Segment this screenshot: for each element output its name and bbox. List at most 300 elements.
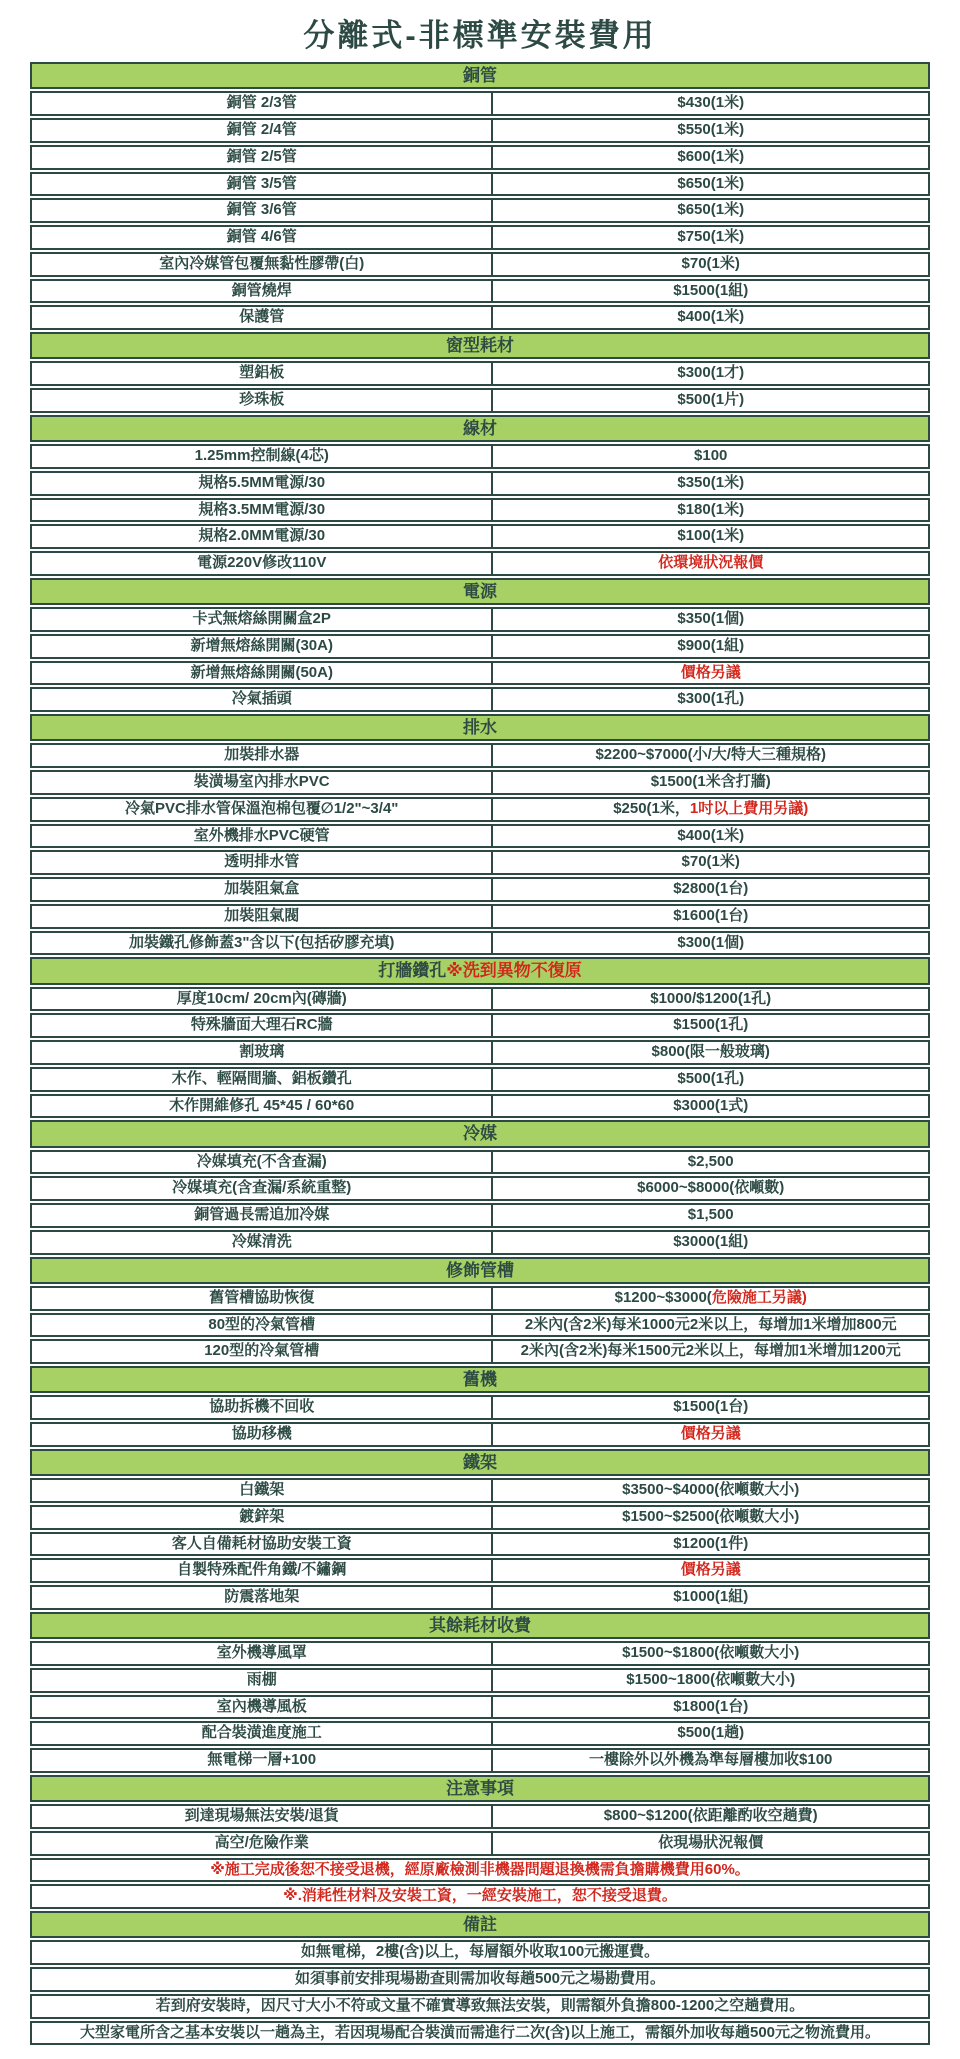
text: 80型的冷氣管槽 [208,1315,316,1333]
table-row [30,91,930,116]
table-row [30,1884,930,1909]
price-cell [493,1288,928,1309]
price-cell [493,1507,928,1528]
text: 規格2.0MM電源/30 [198,527,326,545]
warning-text: 價格另議 [680,1425,741,1442]
price-cell [493,120,928,141]
price-cell [493,1315,928,1336]
text: $2800(1台) [673,880,749,897]
item-cell [32,826,493,847]
table-row [30,1478,930,1503]
text: 依現場狀況報價 [658,1833,764,1851]
item-cell [32,689,493,710]
item-cell [32,1534,493,1555]
note-cell [32,1996,928,2017]
item-cell [32,390,493,411]
text: 電源 [463,581,497,601]
text: 割玻璃 [239,1043,285,1060]
price-cell [493,609,928,630]
text: 銅管 3/6管 [226,201,297,219]
section-header-power [30,578,930,605]
text: 舊管槽協助恢復 [209,1288,315,1306]
table-row [30,225,930,250]
text: 珍珠板 [239,391,285,408]
text: $800~$1200(依距離酌收空趟費) [603,1807,818,1824]
item-cell [32,1341,493,1362]
text: $900(1組) [677,636,745,654]
text: 銅管 3/5管 [226,174,297,192]
table-row [30,1641,930,1666]
text: 加裝阻氣盒 [224,880,300,897]
text: 打牆鑽孔 [378,961,447,981]
table-row [30,1150,930,1175]
table-row [30,797,930,822]
item-cell [32,254,493,275]
text: $1500~$1800(依噸數大小) [622,1644,800,1661]
text: 如須事前安排現場勘查則需加收每趟500元之場勘費用。 [294,1970,666,1987]
text: 卡式無熔絲開關盒2P [192,610,331,627]
price-cell [493,254,928,275]
text: 規格5.5MM電源/30 [198,473,326,491]
section-header-refrigerant [30,1120,930,1147]
text: $1500~$2500(依噸數大小) [622,1507,800,1525]
text: $300(1孔) [677,690,745,708]
table-row [30,1040,930,1065]
item-cell [32,1015,493,1036]
text: 加裝鐵孔修飾蓋3"含以下(包括矽膠充填) [128,933,395,951]
table-row [30,1994,930,2019]
item-cell [32,1315,493,1336]
text: 室內冷媒管包覆無黏性膠帶(白) [159,254,365,272]
warning-text: ※洗到異物不復原 [446,961,582,981]
text: 大型家電所含之基本安裝以一趟為主，若因現場配合裝潢而需進行二次(含)以上施工，需額外加收每趟500元之物流費用。 [79,2023,881,2041]
text: $1600(1台) [673,906,749,924]
price-cell [493,553,928,574]
text: 銅管燒焊 [231,281,292,299]
text: $1200(1件) [673,1534,749,1552]
text: 冷氣PVC排水管保溫泡棉包覆∅1/2"~3/4" [125,799,399,817]
item-cell [32,1096,493,1117]
warning-text: ※施工完成後恕不接受退機，經原廠檢測非機器問題退換機需負擔購機費用60%。 [210,1860,750,1878]
price-cell [493,1833,928,1854]
text: $70(1米) [681,853,740,871]
text: $100 [694,447,728,464]
warning-text: 價格另議 [680,1561,741,1579]
table-row [30,551,930,576]
note-cell [32,2023,928,2044]
text: $1000/$1200(1孔) [650,989,772,1007]
table-row [30,388,930,413]
item-cell [32,473,493,494]
table-row [30,1585,930,1610]
item-cell [32,1643,493,1664]
price-cell [493,1341,928,1362]
price-cell [493,227,928,248]
item-cell [32,1152,493,1173]
table-row [30,1230,930,1255]
text: 若到府安裝時，因尺寸大小不符或文量不確實導致無法安裝，則需額外負擔800-1200之空趟費用。 [155,1996,805,2014]
item-cell [32,446,493,467]
price-cell [493,147,928,168]
price-cell [493,1534,928,1555]
price-cell [493,799,928,820]
text: 冷氣插頭 [231,690,292,708]
text: $350(1米) [677,473,745,491]
item-cell [32,1480,493,1501]
item-cell [32,174,493,195]
table-row [30,1176,930,1201]
text: $750(1米) [677,228,745,245]
table-row [30,1668,930,1693]
table-row [30,252,930,277]
item-cell [32,1587,493,1608]
price-cell [493,473,928,494]
price-cell [493,174,928,195]
section-header-drainage [30,714,930,741]
text: 室外機導風罩 [216,1644,307,1661]
text: 銅管 [463,66,497,85]
text: $1500~1800(依噸數大小) [626,1670,796,1688]
text: 規格3.5MM電源/30 [198,500,326,518]
text: $250(1米， [613,799,690,817]
text: $430(1米) [677,94,745,112]
price-cell [493,363,928,384]
warning-text: 1吋以上費用另議) [689,799,809,817]
text: 120型的冷氣管槽 [204,1342,320,1360]
item-cell [32,1205,493,1226]
table-row [30,198,930,223]
table-row [30,1505,930,1530]
text: 備註 [463,1915,497,1934]
price-cell [493,1205,928,1226]
item-cell [32,1069,493,1090]
price-cell [493,200,928,221]
item-cell [32,663,493,684]
price-cell [493,1424,928,1445]
item-cell [32,1806,493,1827]
text: $800(限一般玻璃) [651,1043,770,1060]
table-row [30,661,930,686]
price-cell [493,1178,928,1199]
text: 線材 [463,418,497,438]
item-cell [32,1042,493,1063]
text: $500(1孔) [677,1069,745,1087]
table-row [30,1013,930,1038]
price-cell [493,1560,928,1581]
text: 客人自備耗材協助安裝工資 [171,1534,352,1552]
item-cell [32,609,493,630]
text: 自製特殊配件角鐵/不鏽鋼 [177,1561,347,1579]
text: 電源220V修改110V [197,554,327,571]
price-cell [493,1643,928,1664]
table-row [30,118,930,143]
warning-text: 依環境狀況報價 [658,554,764,571]
table-row [30,524,930,549]
item-cell [32,1697,493,1718]
price-cell [493,1697,928,1718]
price-cell [493,93,928,114]
text: $350(1個) [677,610,745,627]
text: $1500(1孔) [673,1016,749,1034]
text: 協助拆機不回收 [209,1398,315,1416]
section-header-other-consumables [30,1612,930,1639]
item-cell [32,636,493,657]
text: 保護管 [239,308,285,326]
section-header-notices [30,1775,930,1802]
text: 塑鋁板 [239,364,285,382]
text: 2米內(含2米)每米1500元2米以上，每增加1米增加1200元 [520,1342,901,1360]
text: 防震落地架 [224,1588,300,1605]
note-cell [32,1860,928,1881]
table-row [30,931,930,956]
price-cell [493,1806,928,1827]
table-row [30,1695,930,1720]
text: 高空/危險作業 [214,1833,309,1851]
table-row [30,279,930,304]
price-cell [493,1152,928,1173]
item-cell [32,1833,493,1854]
text: $300(1才) [677,364,745,382]
item-cell [32,772,493,793]
text: 冷媒 [463,1124,497,1144]
item-cell [32,1507,493,1528]
text: $1,500 [687,1206,734,1223]
table-row [30,770,930,795]
table-row [30,1748,930,1773]
item-cell [32,799,493,820]
text: 注意事項 [446,1778,514,1798]
table-row [30,743,930,768]
page-title: 分離式-非標準安裝費用 [303,18,657,53]
table-row [30,1831,930,1856]
price-cell [493,933,928,954]
table-row [30,687,930,712]
item-cell [32,200,493,221]
text: 白鐵架 [239,1481,285,1498]
text: 特殊牆面大理石RC牆 [190,1016,333,1034]
price-table [30,62,930,2045]
price-cell [493,663,928,684]
text: $6000~$8000(依噸數) [637,1179,785,1197]
price-cell [493,826,928,847]
table-row [30,904,930,929]
price-cell [493,879,928,900]
text: 一樓除外以外機為準每層樓加收$100 [589,1751,833,1768]
text: 協助移機 [231,1425,292,1442]
table-row [30,1067,930,1092]
text: 加裝排水器 [224,746,300,764]
table-row [30,1286,930,1311]
text: 室外機排水PVC硬管 [193,826,330,844]
price-cell [493,446,928,467]
table-row [30,634,930,659]
price-cell [493,500,928,521]
text: $70(1米) [681,254,740,272]
table-row [30,1422,930,1447]
text: $1000(1組) [673,1588,749,1605]
price-cell [493,1042,928,1063]
text: 厚度10cm/ 20cm內(磚牆) [176,989,347,1007]
table-row [30,1395,930,1420]
text: 加裝阻氣閥 [224,906,300,924]
table-row [30,987,930,1012]
text: $2,500 [687,1152,734,1170]
price-cell [493,1750,928,1771]
table-row [30,877,930,902]
table-row [30,1094,930,1119]
text: $3500~$4000(依噸數大小) [622,1481,800,1498]
table-row [30,498,930,523]
text: 無電梯一層+100 [207,1751,317,1768]
note-cell [32,1969,928,1990]
section-header-iron-bracket [30,1449,930,1476]
table-row [30,850,930,875]
item-cell [32,933,493,954]
price-cell [493,772,928,793]
item-cell [32,1397,493,1418]
price-cell [493,526,928,547]
text: $1800(1台) [673,1697,749,1715]
table-row [30,2021,930,2046]
price-cell [493,852,928,873]
text: $100(1米) [677,527,745,545]
table-row [30,1532,930,1557]
price-cell [493,1096,928,1117]
price-cell [493,1397,928,1418]
text: 1.25mm控制線(4芯) [194,447,329,464]
text: 銅管 2/4管 [226,121,297,138]
text: 木作、輕隔間牆、鋁板鑽孔 [171,1069,352,1087]
item-cell [32,553,493,574]
price-cell [493,1723,928,1744]
text: $1500(1組) [673,281,749,299]
warning-text: 價格另議 [680,663,741,681]
item-cell [32,500,493,521]
table-row [30,1558,930,1583]
price-cell [493,281,928,302]
section-header-wire-material [30,415,930,442]
price-cell [493,307,928,328]
section-header-old-unit [30,1366,930,1393]
item-cell [32,1560,493,1581]
text: $3000(1組) [673,1232,749,1250]
item-cell [32,879,493,900]
warning-text: ※.消耗性材料及安裝工資，一經安裝施工，恕不接受退費。 [283,1887,677,1905]
price-cell [493,1232,928,1253]
price-cell [493,1670,928,1691]
item-cell [32,93,493,114]
item-cell [32,1670,493,1691]
text: $1500(1台) [673,1398,749,1416]
table-row [30,145,930,170]
section-header-copper-pipe [30,62,930,89]
text: 冷媒清洗 [231,1232,292,1250]
table-row [30,361,930,386]
item-cell [32,906,493,927]
table-row [30,1203,930,1228]
item-cell [32,227,493,248]
item-cell [32,745,493,766]
text: 銅管 2/5管 [226,147,297,165]
table-row [30,1940,930,1965]
text: 冷媒填充(不含查漏) [196,1152,327,1170]
text: 銅管 2/3管 [226,94,297,112]
section-header-window-type-consumables [30,332,930,359]
text: 銅管 4/6管 [226,228,297,245]
text: 鐵架 [463,1452,497,1472]
text: 配合裝潢進度施工 [201,1724,322,1742]
item-cell [32,1288,493,1309]
text: $180(1米) [677,500,745,518]
table-row [30,1721,930,1746]
table-row [30,1313,930,1338]
text: $400(1米) [677,826,745,844]
item-cell [32,852,493,873]
text: $400(1米) [677,308,745,326]
item-cell [32,526,493,547]
note-cell [32,1886,928,1907]
text: 裝潢場室內排水PVC [193,773,330,790]
text: 鍍鋅架 [239,1507,285,1525]
text: 窗型耗材 [446,336,514,355]
price-cell [493,1587,928,1608]
table-row [30,1339,930,1364]
price-cell [493,1480,928,1501]
text: 舊機 [463,1370,497,1389]
table-row [30,1967,930,1992]
price-cell [493,636,928,657]
item-cell [32,120,493,141]
text: $2200~$7000(小/大/特大三種規格) [595,746,826,764]
text: 修飾管槽 [446,1260,514,1280]
text: 2米內(含2米)每米1000元2米以上，每增加1米增加800元 [524,1315,897,1333]
table-row [30,444,930,469]
price-cell [493,689,928,710]
text: 排水 [463,718,497,737]
text: $550(1米) [677,121,745,138]
text: 銅管過長需追加冷媒 [194,1206,330,1223]
price-cell [493,390,928,411]
price-cell [493,1069,928,1090]
text: $650(1米) [677,174,745,192]
text: 其餘耗材收費 [429,1615,531,1635]
price-cell [493,989,928,1010]
price-cell [493,906,928,927]
table-row [30,471,930,496]
item-cell [32,147,493,168]
section-header-remarks [30,1911,930,1938]
text: 冷媒填充(含查漏/系統重整) [172,1179,352,1197]
item-cell [32,989,493,1010]
text: $500(1片) [677,391,745,408]
item-cell [32,1178,493,1199]
text: $600(1米) [677,147,745,165]
text: 雨棚 [246,1670,277,1688]
note-cell [32,1942,928,1963]
item-cell [32,1750,493,1771]
text: 新增無熔絲開關(50A) [190,663,333,681]
price-cell [493,745,928,766]
item-cell [32,1232,493,1253]
text: $300(1個) [677,933,745,951]
item-cell [32,281,493,302]
section-header-decorative-trunking [30,1257,930,1284]
text: 如無電梯，2樓(含)以上，每層額外收取100元搬運費。 [300,1943,660,1961]
item-cell [32,1723,493,1744]
table-row [30,1804,930,1829]
table-row [30,1858,930,1883]
table-row [30,607,930,632]
